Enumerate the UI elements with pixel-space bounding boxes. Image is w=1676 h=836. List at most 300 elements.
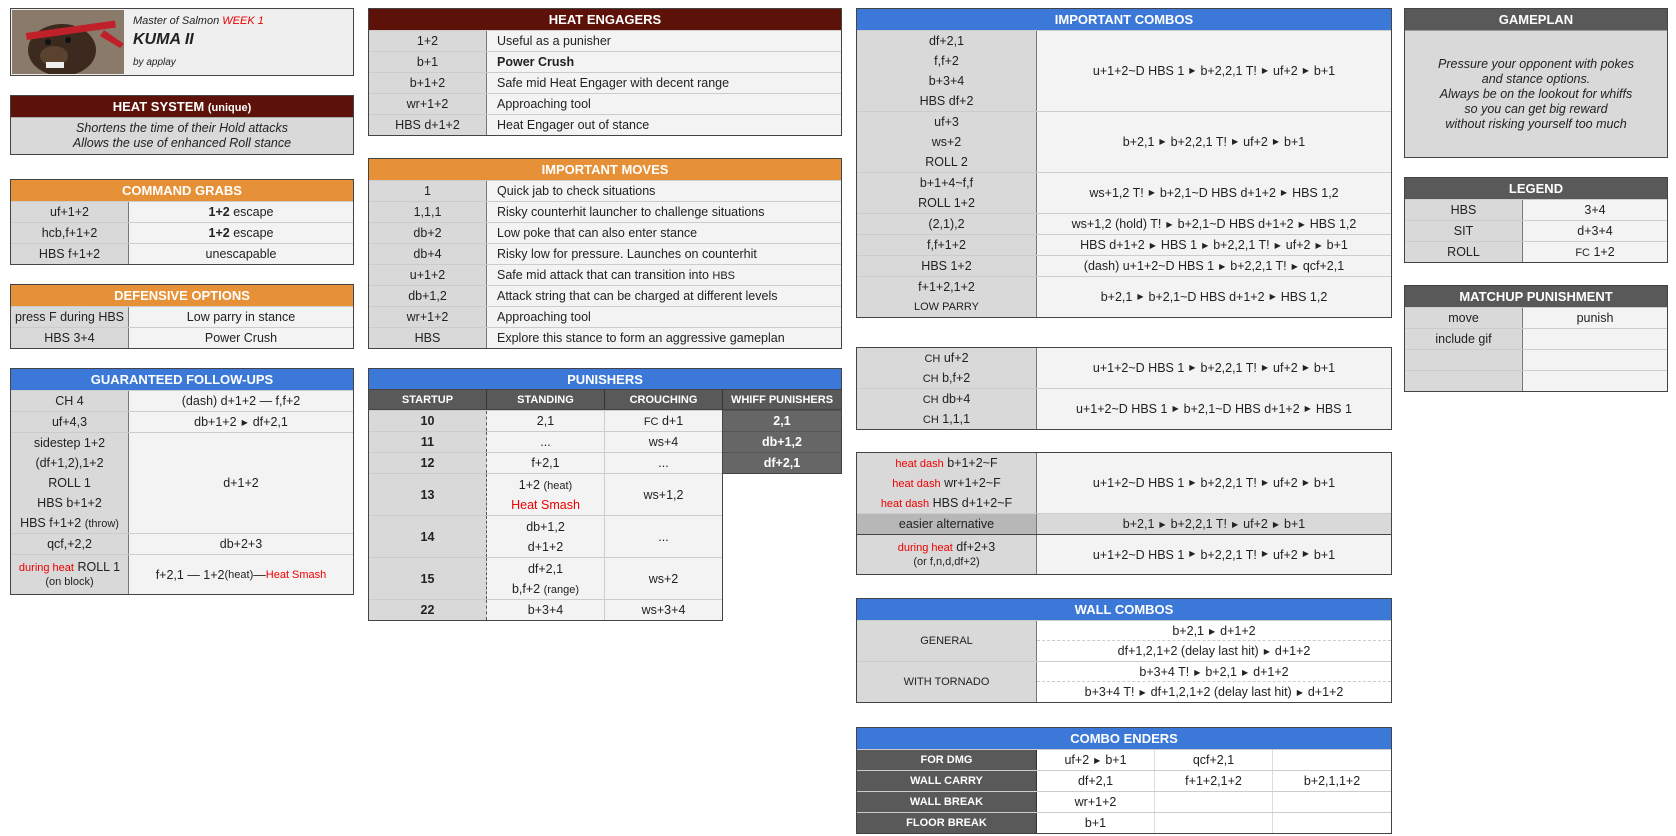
move-cmd: HBS d+1+2 xyxy=(369,115,487,135)
combo-step: b+2,2,1 T! xyxy=(1200,361,1257,375)
combo-step: b+2,2,1 T! xyxy=(1213,238,1270,252)
guaranteed-title: GUARANTEED FOLLOW-UPS xyxy=(11,369,353,390)
move-desc: Low poke that can also enter stance xyxy=(487,223,841,243)
ender-move xyxy=(1273,792,1391,812)
arrow-icon: ▶ xyxy=(1189,477,1196,487)
heat-system-line2: Allows the use of enhanced Roll stance xyxy=(72,136,292,150)
gameplan-line: without risking yourself too much xyxy=(1445,117,1627,131)
combo-starter: f,f+1+2 xyxy=(857,235,1037,255)
table-row xyxy=(11,243,353,264)
heat-engagers-panel xyxy=(368,8,842,136)
table-row xyxy=(369,51,841,72)
move-desc: Safe mid attack that can transition into xyxy=(497,268,713,282)
combo-step: b+2,1 xyxy=(1100,290,1133,304)
combo-step: b+2,2,1 T! xyxy=(1200,64,1257,78)
ender-move xyxy=(1273,813,1391,833)
ender-move xyxy=(1155,813,1273,833)
arrow-icon: ▶ xyxy=(1280,187,1288,197)
combo-step: ws+1,2 (hold) T! xyxy=(1071,217,1162,231)
move-cmd: wr+1+2 xyxy=(369,307,487,327)
heat-label: during heat xyxy=(897,542,953,554)
arrow-icon: ▶ xyxy=(1302,362,1309,372)
combo-step: b+2,1~D HBS d+1+2 xyxy=(1177,217,1294,231)
table-row xyxy=(1405,220,1667,241)
header-author: by applay xyxy=(133,57,176,68)
arrow-icon: ▶ xyxy=(1272,520,1279,529)
arrow-icon: ▶ xyxy=(1241,668,1249,677)
counterhit-combos-panel xyxy=(856,347,1392,430)
command-grabs-panel xyxy=(10,179,354,265)
combo-starter: b+1+4~f,f xyxy=(919,176,974,190)
combo-group xyxy=(857,388,1391,429)
frame-startup: 10 xyxy=(369,411,487,431)
followup-cmd: HBS f+1+2 xyxy=(20,516,82,530)
table-row xyxy=(1405,349,1667,370)
followup-note: (throw) xyxy=(84,518,119,530)
matchup-move-header: move xyxy=(1405,308,1523,328)
combo-group xyxy=(857,213,1391,234)
table-row xyxy=(369,515,722,557)
combo-group xyxy=(857,30,1391,111)
followup-cmd: sidestep 1+2 xyxy=(33,436,106,450)
combo-step: uf+2 xyxy=(1273,64,1298,78)
matchup-title: MATCHUP PUNISHMENT xyxy=(1405,286,1667,307)
combo-group xyxy=(857,172,1391,213)
gameplan-title: GAMEPLAN xyxy=(1405,9,1667,30)
grab-cmd: uf+1+2 xyxy=(11,202,129,222)
table-row xyxy=(369,114,841,135)
combo-step: b+3+4 T! xyxy=(1139,665,1190,679)
arrow-icon: ▶ xyxy=(1137,291,1144,301)
crouching-punish: ws+2 xyxy=(605,558,722,599)
whiff-punish: df+2,1 xyxy=(723,452,841,473)
grab-escape: 1+2 xyxy=(208,226,230,240)
whiff-punish: db+1,2 xyxy=(723,431,841,452)
frame-startup: 14 xyxy=(369,516,487,557)
kuma-portrait xyxy=(12,10,124,74)
col-header: STANDING xyxy=(487,390,605,409)
defensive-title: DEFENSIVE OPTIONS xyxy=(11,285,353,306)
arrow-icon: ▶ xyxy=(1194,668,1201,677)
ender-category: WALL CARRY xyxy=(857,771,1037,791)
legend-value: 3+4 xyxy=(1523,200,1667,220)
table-row xyxy=(11,411,353,432)
grab-desc: unescapable xyxy=(205,247,277,261)
move-desc: Useful as a punisher xyxy=(487,31,841,51)
heat-smash-label: Heat Smash xyxy=(511,498,580,512)
heat-combos-panel xyxy=(856,452,1392,575)
character-title: KUMA II xyxy=(133,31,194,48)
heat-note: (heat) xyxy=(543,480,573,492)
combo-group xyxy=(857,276,1391,317)
table-row xyxy=(1405,307,1667,328)
ender-move: b+1 xyxy=(1105,753,1127,767)
ender-move: wr+1+2 xyxy=(1037,792,1155,812)
move-desc: Risky counterhit launcher to challenge situations xyxy=(487,202,841,222)
combo-group xyxy=(857,234,1391,255)
heat-system-line1: Shortens the time of their Hold attacks xyxy=(76,121,288,135)
arrow-icon: ▶ xyxy=(1232,520,1239,529)
ender-category: FOR DMG xyxy=(857,750,1037,770)
combo-step: d+1+2 xyxy=(1253,665,1289,679)
arrow-icon: ▶ xyxy=(1166,220,1173,229)
legend-key: SIT xyxy=(1405,221,1523,241)
frame-startup: 11 xyxy=(369,432,487,452)
table-row xyxy=(369,180,841,201)
table-row xyxy=(1405,199,1667,220)
arrow-icon: ▶ xyxy=(1189,362,1196,372)
table-row xyxy=(369,30,841,51)
legend-panel xyxy=(1404,177,1668,263)
combo-starter: (2,1),2 xyxy=(857,214,1037,234)
combo-starter: uf+3 xyxy=(934,115,959,129)
combo-step: b+2,2,1 T! xyxy=(1200,547,1257,562)
important-moves-title: IMPORTANT MOVES xyxy=(369,159,841,180)
combo-step: b+2,1~D HBS d+1+2 xyxy=(1159,186,1276,200)
ender-move: qcf+2,1 xyxy=(1155,750,1273,770)
table-row xyxy=(369,285,841,306)
gameplan-line: so you can get big reward xyxy=(1464,102,1608,116)
arrow-icon: ▶ xyxy=(1269,291,1276,301)
arrow-icon: ▶ xyxy=(1094,756,1101,765)
arrow-icon: ▶ xyxy=(1302,477,1309,487)
grab-desc: escape xyxy=(229,226,274,240)
gameplan-panel xyxy=(1404,8,1668,158)
table-row xyxy=(11,554,353,594)
grab-cmd: HBS f+1+2 xyxy=(11,244,129,264)
combo-step: b+2,1~D HBS d+1+2 xyxy=(1148,290,1265,304)
arrow-icon: ▶ xyxy=(1232,136,1239,146)
combo-step: d+1+2 xyxy=(1220,624,1256,638)
defensive-desc: Low parry in stance xyxy=(129,307,353,327)
table-row xyxy=(369,431,722,452)
arrow-icon: ▶ xyxy=(1315,241,1322,250)
followup-cmd: ROLL 1 xyxy=(73,560,121,574)
legend-value: 1+2 xyxy=(1589,245,1615,259)
combo-starter: wr+1+2~F xyxy=(940,476,1001,490)
followup-cmd: uf+4,3 xyxy=(11,412,129,432)
combo-group xyxy=(857,255,1391,276)
combo-starter: HBS d+1+2~F xyxy=(929,496,1013,510)
table-row xyxy=(11,222,353,243)
combo-group xyxy=(857,620,1391,661)
arrow-icon: ▶ xyxy=(1263,647,1270,656)
move-cmd: b+1+2 xyxy=(369,73,487,93)
command-grabs-title: COMMAND GRABS xyxy=(11,180,353,201)
arrow-icon: ▶ xyxy=(1261,477,1269,487)
table-row xyxy=(11,432,353,533)
combo-step: b+2,2,1 T! xyxy=(1200,476,1257,490)
matchup-punishment-panel xyxy=(1404,285,1668,392)
arrow-icon: ▶ xyxy=(1274,241,1281,250)
arrow-icon: ▶ xyxy=(1159,136,1166,146)
standing-punish: 1+2 xyxy=(518,478,544,492)
ender-category: FLOOR BREAK xyxy=(857,813,1037,833)
combo-step: b+3+4 T! xyxy=(1084,685,1135,699)
table-row xyxy=(369,72,841,93)
standing-punish: ... xyxy=(487,432,605,452)
ender-move xyxy=(1155,792,1273,812)
move-cmd: db+4 xyxy=(369,244,487,264)
important-moves-panel xyxy=(368,158,842,349)
defensive-cmd: press F during HBS xyxy=(11,307,129,327)
combo-step: df+1,2,1+2 (delay last hit) xyxy=(1150,685,1292,699)
heat-smash-label: Heat Smash xyxy=(265,568,327,581)
punishers-title: PUNISHERS xyxy=(368,368,842,389)
table-row xyxy=(369,327,841,348)
ender-category: WALL BREAK xyxy=(857,792,1037,812)
combo-group xyxy=(857,348,1391,388)
arrow-icon: ▶ xyxy=(1172,403,1179,413)
combo-starter: f,f+2 xyxy=(934,54,959,68)
move-desc: Attack string that can be charged at different levels xyxy=(487,286,841,306)
combo-step: uf+2 xyxy=(1273,476,1298,490)
table-row xyxy=(857,770,1391,791)
followup-desc: d+1+2 xyxy=(129,433,353,533)
table-row xyxy=(369,473,722,515)
followup-note: (heat) xyxy=(224,568,254,581)
combo-step: HBS 1 xyxy=(1315,402,1352,416)
ender-move: f+1+2,1+2 xyxy=(1155,771,1273,791)
header-subtitle: Master of Salmon xyxy=(133,15,220,27)
followup-cmd: qcf,+2,2 xyxy=(11,534,129,554)
ch-prefix: CH xyxy=(922,394,939,406)
combo-step: d+1+2 xyxy=(1307,685,1344,699)
matchup-punish xyxy=(1523,329,1667,349)
table-row xyxy=(369,222,841,243)
combo-starter: 1,1,1 xyxy=(942,412,971,426)
crouching-punish: ... xyxy=(605,453,722,473)
ch-prefix: CH xyxy=(922,414,939,426)
arrow-icon: ▶ xyxy=(1302,549,1309,558)
combo-step: b+1 xyxy=(1313,361,1336,375)
table-row xyxy=(857,812,1391,833)
combo-step: uf+2 xyxy=(1273,547,1298,562)
wall-category: GENERAL xyxy=(857,621,1037,661)
ch-prefix: CH xyxy=(924,353,941,365)
standing-punish: b+3+4 xyxy=(487,600,605,620)
move-desc: Safe mid Heat Engager with decent range xyxy=(487,73,841,93)
heat-dash-label: heat dash xyxy=(895,458,944,470)
crouching-punish: d+1 xyxy=(658,414,684,428)
ch-prefix: CH xyxy=(922,373,939,385)
defensive-desc: Power Crush xyxy=(129,328,353,348)
guaranteed-followups-panel xyxy=(10,368,354,595)
move-cmd: db+1,2 xyxy=(369,286,487,306)
arrow-icon: ▶ xyxy=(1296,688,1303,697)
combo-step: b+1 xyxy=(1326,238,1348,252)
combo-step: d+1+2 xyxy=(1274,644,1311,658)
combo-step: b+1 xyxy=(1313,547,1336,562)
combo-step: HBS d+1+2 xyxy=(1080,238,1145,252)
combo-step: df+1,2,1+2 (delay last hit) xyxy=(1117,644,1259,658)
standing-punish: f+2,1 xyxy=(487,453,605,473)
combo-step: uf+2 xyxy=(1285,238,1311,252)
table-row xyxy=(11,327,353,348)
frame-startup: 22 xyxy=(369,600,487,620)
arrow-icon: ▶ xyxy=(1189,65,1196,75)
table-row xyxy=(1405,241,1667,262)
combo-starter: HBS 1+2 xyxy=(857,256,1037,276)
move-cmd: wr+1+2 xyxy=(369,94,487,114)
arrow-icon: ▶ xyxy=(241,418,248,427)
combo-step: b+1 xyxy=(1284,135,1306,149)
ender-move: uf+2 xyxy=(1064,753,1090,767)
combo-step: b+2,1~D HBS d+1+2 xyxy=(1183,402,1300,416)
combo-step: uf+2 xyxy=(1243,517,1268,531)
followup-desc: db+1+2 xyxy=(194,415,237,429)
legend-value: d+3+4 xyxy=(1523,221,1667,241)
matchup-punish xyxy=(1523,350,1667,370)
followup-desc: (dash) d+1+2 — f,f+2 xyxy=(129,391,353,411)
arrow-icon: ▶ xyxy=(1304,403,1311,413)
standing-punish: b,f+2 xyxy=(511,582,544,596)
table-row xyxy=(11,306,353,327)
table-row xyxy=(857,749,1391,770)
combo-starter: HBS df+2 xyxy=(919,94,974,108)
combo-step: b+2,1 xyxy=(1122,517,1155,531)
arrow-icon: ▶ xyxy=(1302,65,1309,75)
gameplan-line: Always be on the lookout for whiffs xyxy=(1439,87,1633,101)
combo-starter: ROLL 2 xyxy=(925,155,968,169)
crouching-punish: ws+4 xyxy=(605,432,722,452)
followup-desc: f+2,1 — 1+2 xyxy=(155,567,225,582)
ender-move: b+2,1,1+2 xyxy=(1303,774,1361,788)
move-desc: Approaching tool xyxy=(487,307,841,327)
move-cmd: b+1 xyxy=(369,52,487,72)
combo-starter: ws+2 xyxy=(931,135,962,149)
combo-step: b+2,1 xyxy=(1172,624,1204,638)
table-row xyxy=(369,557,722,599)
combo-group xyxy=(857,111,1391,172)
combo-step: uf+2 xyxy=(1243,135,1268,149)
standing-punish: df+2,1 xyxy=(527,562,564,576)
character-header xyxy=(10,8,354,76)
range-note: (range) xyxy=(543,584,580,596)
move-cmd: db+2 xyxy=(369,223,487,243)
heat-system-title: HEAT SYSTEM xyxy=(112,99,205,114)
table-row xyxy=(11,533,353,554)
combo-step: uf+2 xyxy=(1273,361,1298,375)
ender-move: df+2,1 xyxy=(1037,771,1155,791)
combo-starter: LOW PARRY xyxy=(914,301,979,313)
arrow-icon: ▶ xyxy=(1149,241,1156,250)
combo-step: b+2,2,1 T! xyxy=(1170,517,1227,531)
combo-starter: df+2,1 xyxy=(928,34,965,48)
arrow-icon: ▶ xyxy=(1219,262,1226,271)
combo-step: b+1 xyxy=(1284,517,1306,531)
combo-group xyxy=(857,513,1391,534)
table-row xyxy=(11,390,353,411)
combo-starter: b+3+4 xyxy=(928,74,965,88)
header-week: WEEK 1 xyxy=(222,15,264,27)
combo-step: HBS 1,2 xyxy=(1280,290,1328,304)
standing-punish: db+1,2 xyxy=(526,520,565,534)
combo-enders-panel xyxy=(856,727,1392,834)
table-row xyxy=(369,452,722,473)
combo-group xyxy=(857,453,1391,513)
combo-step: u+1+2~D HBS 1 xyxy=(1092,361,1185,375)
matchup-move xyxy=(1405,371,1523,391)
combo-step: b+1 xyxy=(1313,64,1336,78)
combo-step: ws+1,2 T! xyxy=(1089,186,1144,200)
legend-title: LEGEND xyxy=(1405,178,1667,199)
combo-group xyxy=(857,534,1391,574)
col-header: WHIFF PUNISHERS xyxy=(730,394,834,406)
standing-punish: d+1+2 xyxy=(527,540,564,554)
combo-step: b+2,1 xyxy=(1205,665,1237,679)
crouch-prefix: FC xyxy=(643,416,659,428)
move-desc: Approaching tool xyxy=(487,94,841,114)
followup-sep: — xyxy=(253,567,266,582)
followup-cmd: (df+1,2),1+2 xyxy=(35,456,104,470)
move-desc: Risky low for pressure. Launches on counterhit xyxy=(487,244,841,264)
grab-escape: 1+2 xyxy=(208,205,230,219)
gameplan-line: and stance options. xyxy=(1481,72,1591,86)
combo-group xyxy=(857,661,1391,702)
defensive-cmd: HBS 3+4 xyxy=(11,328,129,348)
crouching-punish: ws+1,2 xyxy=(605,474,722,515)
table-row xyxy=(1405,328,1667,349)
combo-starter-note: (or f,n,d,df+2) xyxy=(913,556,980,568)
heat-dash-label: heat dash xyxy=(892,478,941,490)
combo-step: HBS 1,2 xyxy=(1292,186,1339,200)
arrow-icon: ▶ xyxy=(1148,187,1155,197)
crouching-punish: ws+3+4 xyxy=(605,600,722,620)
wall-combos-panel xyxy=(856,598,1392,703)
combo-starter: uf+2 xyxy=(943,351,969,365)
arrow-icon: ▶ xyxy=(1291,262,1298,271)
combo-step: u+1+2~D HBS 1 xyxy=(1092,547,1185,562)
arrow-icon: ▶ xyxy=(1272,136,1279,146)
combo-step: u+1+2~D HBS 1 xyxy=(1076,402,1168,416)
followup-cmd: ROLL 1 xyxy=(48,476,91,490)
heat-system-tag: (unique) xyxy=(207,102,252,114)
move-desc: Explore this stance to form an aggressive gameplan xyxy=(487,328,841,348)
combo-starter: ROLL 1+2 xyxy=(918,196,975,210)
combo-enders-title: COMBO ENDERS xyxy=(857,728,1391,749)
matchup-move xyxy=(1405,350,1523,370)
arrow-icon: ▶ xyxy=(1298,220,1305,229)
arrow-icon: ▶ xyxy=(1261,65,1269,75)
combo-step: (dash) u+1+2~D HBS 1 xyxy=(1083,259,1215,273)
move-desc: Quick jab to check situations xyxy=(487,181,841,201)
table-row xyxy=(1405,370,1667,391)
combo-step: HBS 1 xyxy=(1160,238,1198,252)
frame-startup: 12 xyxy=(369,453,487,473)
combo-starter: b+1+2~F xyxy=(943,456,998,470)
table-row xyxy=(857,791,1391,812)
heat-engagers-title: HEAT ENGAGERS xyxy=(369,9,841,30)
table-row xyxy=(369,264,841,285)
arrow-icon: ▶ xyxy=(1202,241,1209,250)
heat-system-panel xyxy=(10,95,354,155)
wall-combos-title: WALL COMBOS xyxy=(857,599,1391,620)
move-cmd: HBS xyxy=(369,328,487,348)
combo-starter: b,f+2 xyxy=(942,371,971,385)
table-row xyxy=(11,201,353,222)
frame-startup: 15 xyxy=(369,558,487,599)
table-row xyxy=(369,599,722,620)
table-row xyxy=(369,306,841,327)
combo-step: HBS 1,2 xyxy=(1309,217,1357,231)
table-row xyxy=(369,243,841,264)
combo-step: b+1 xyxy=(1313,476,1336,490)
table-row xyxy=(369,410,722,431)
arrow-icon: ▶ xyxy=(1189,549,1196,558)
punishers-panel xyxy=(368,368,842,621)
move-desc: Heat Engager out of stance xyxy=(487,115,841,135)
